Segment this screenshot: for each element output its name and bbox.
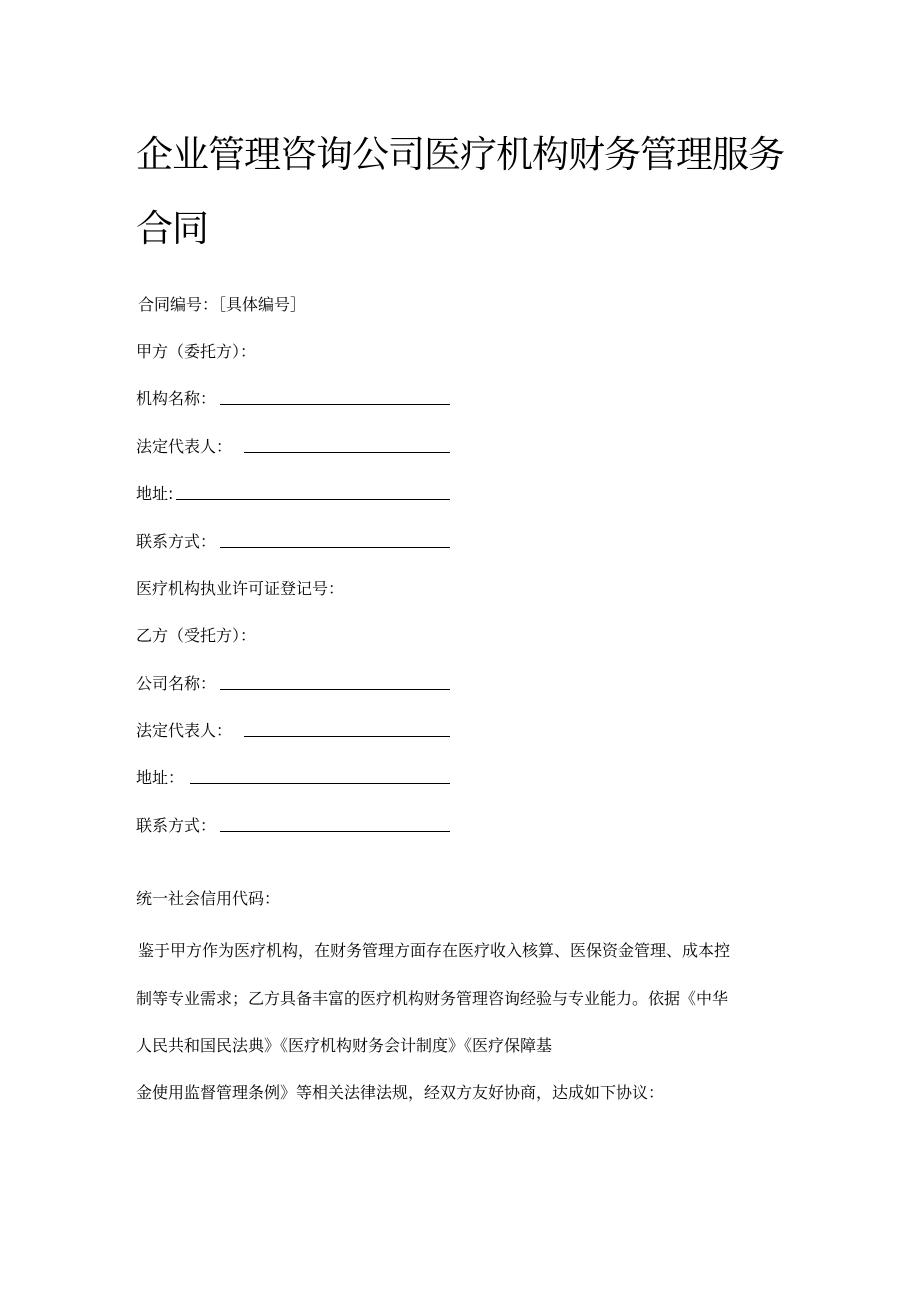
party-b-rep-row bbox=[136, 720, 232, 742]
party-b-address-row bbox=[136, 767, 184, 789]
preamble-line-4: 金使用监督管理条例》等相关法律法规，经双方友好协商，达成如下协议： bbox=[136, 1083, 665, 1102]
party-b-name-blank[interactable] bbox=[220, 673, 450, 690]
party-a-contact-label: 联系方式： bbox=[136, 532, 217, 551]
party-b-rep-label: 法定代表人： bbox=[136, 721, 233, 740]
party-a-name-label: 机构名称： bbox=[136, 389, 217, 408]
party-a-rep-label: 法定代表人： bbox=[136, 437, 233, 456]
party-a-rep-blank[interactable] bbox=[244, 436, 450, 453]
preamble-line-2: 制等专业需求；乙方具备丰富的医疗机构财务管理咨询经验与专业能力。依据《中华 bbox=[136, 989, 729, 1008]
party-b-address-blank[interactable] bbox=[190, 767, 450, 784]
party-b-contact-label: 联系方式： bbox=[136, 816, 217, 835]
party-b-heading: 乙方（受托方）： bbox=[136, 626, 257, 645]
party-a-contact-blank[interactable] bbox=[220, 531, 450, 548]
party-a-contact-row bbox=[136, 531, 216, 553]
party-a-address-label: 地址: bbox=[136, 484, 174, 503]
party-b-name-row bbox=[136, 673, 216, 695]
party-a-name-row bbox=[136, 388, 216, 410]
preamble-line-3: 人民共和国民法典》《医疗机构财务会计制度》《医疗保障基 bbox=[136, 1036, 553, 1055]
party-b-rep-blank[interactable] bbox=[244, 720, 450, 737]
contract-number: 合同编号：［具体编号］ bbox=[138, 295, 307, 314]
party-a-address-row bbox=[136, 483, 173, 505]
document-title: 企业管理咨询公司医疗机构财务管理服务合同 bbox=[136, 133, 784, 250]
preamble-line-1: 鉴于甲方作为医疗机构，在财务管理方面存在医疗收入核算、医保资金管理、成本控 bbox=[138, 941, 731, 960]
party-a-address-blank[interactable] bbox=[176, 483, 450, 500]
party-b-contact-blank[interactable] bbox=[220, 815, 450, 832]
party-b-credit-code-label: 统一社会信用代码： bbox=[136, 889, 281, 908]
party-b-name-label: 公司名称： bbox=[136, 674, 217, 693]
party-b-contact-row bbox=[136, 815, 216, 837]
party-a-license-label: 医疗机构执业许可证登记号： bbox=[136, 579, 345, 598]
party-b-address-label: 地址： bbox=[136, 768, 185, 787]
party-a-name-blank[interactable] bbox=[220, 388, 450, 405]
party-a-heading: 甲方（委托方）： bbox=[136, 342, 257, 361]
party-a-rep-row bbox=[136, 436, 232, 458]
